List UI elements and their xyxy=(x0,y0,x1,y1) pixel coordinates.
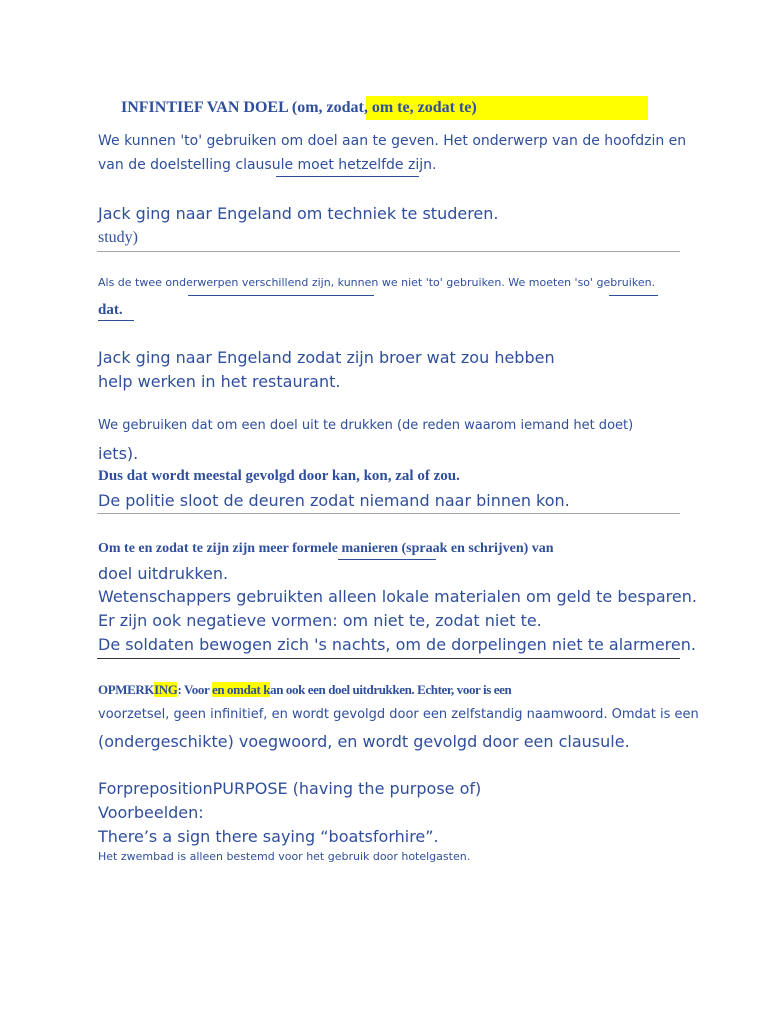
note-label-highlight: ING xyxy=(154,682,178,697)
for-line-2: Voorbeelden: xyxy=(98,803,204,822)
intro-line-2b: moet hetzelfde zijn. xyxy=(297,157,437,173)
different-subjects-line-2: dat. xyxy=(98,302,123,318)
different-subjects-underline-2 xyxy=(609,295,658,296)
note-en-omdat-highlight: en omdat k xyxy=(211,682,271,697)
intro-underline xyxy=(276,176,419,177)
title-part-2: at, om te, zodat te) xyxy=(350,99,477,116)
formal-line-1: Om te en zodat te zijn zijn meer formele manieren (spraak en schrijven) van xyxy=(98,541,554,556)
example-2-line-1: Jack ging naar Engeland zodat zijn broer wat zou hebben xyxy=(98,348,555,367)
title-part-1: INFINTIEF VAN DOEL (om, zod xyxy=(121,99,351,116)
example-1-line-1: Jack ging naar Engeland om techniek te studeren. xyxy=(98,204,499,223)
formal-line-3: Wetenschappers gebruikten alleen lokale materialen om geld te besparen. xyxy=(98,587,697,606)
formal-underline xyxy=(338,559,436,560)
different-subjects-line-1: Als de twee onderwerpen verschillend zijn, kunnen we niet 'to' gebruiken. We moeten 'so' gebruiken. xyxy=(98,276,656,289)
intro-line-2 xyxy=(98,157,436,173)
intro-line-1: We kunnen 'to' gebruiken om doel aan te geven. Het onderwerp van de hoofdzin en xyxy=(98,133,687,149)
note-text-part-2: an ook een doel uitdrukken. Echter, voor is een xyxy=(270,682,512,697)
for-line-3: There’s a sign there saying “boatsforhire”. xyxy=(98,827,439,846)
formal-line-4: Er zijn ook negatieve vormen: om niet te, zodat niet te. xyxy=(98,611,542,630)
note-line-3: (ondergeschikte) voegwoord, en wordt gevolgd door een clausule. xyxy=(98,732,630,751)
example-2-line-2: help werken in het restaurant. xyxy=(98,372,341,391)
note-line-1 xyxy=(98,683,511,698)
for-line-1: ForprepositionPURPOSE (having the purpose of) xyxy=(98,779,482,798)
dat-usage-line-3: Dus dat wordt meestal gevolgd door kan, kon, zal of zou. xyxy=(98,468,460,484)
different-subjects-underline-1 xyxy=(188,295,374,296)
note-text-part-1: : Voor xyxy=(177,682,212,697)
dat-usage-line-1: We gebruiken dat om een doel uit te drukken (de reden waarom iemand het doet) xyxy=(98,418,634,433)
divider-2 xyxy=(97,513,680,514)
page-title xyxy=(121,99,477,117)
dat-usage-line-4: De politie sloot de deuren zodat niemand naar binnen kon. xyxy=(98,491,570,510)
example-1-line-2: study) xyxy=(98,229,138,246)
note-line-2: voorzetsel, geen infinitief, en wordt gevolgd door een zelfstandig naamwoord. Omdat is een xyxy=(98,707,699,722)
formal-line-5: De soldaten bewogen zich 's nachts, om de dorpelingen niet te alarmeren. xyxy=(98,635,696,654)
divider-1 xyxy=(97,251,680,252)
intro-line-2a: van de doelstelling clausule xyxy=(98,157,298,173)
dat-usage-line-2: iets). xyxy=(98,444,139,463)
for-line-4: Het zwembad is alleen bestemd voor het gebruik door hotelgasten. xyxy=(98,850,471,863)
formal-line-2: doel uitdrukken. xyxy=(98,564,229,583)
divider-3 xyxy=(97,658,680,659)
dat-underline xyxy=(98,320,134,321)
note-label-part-1: OPMERK xyxy=(98,682,155,697)
